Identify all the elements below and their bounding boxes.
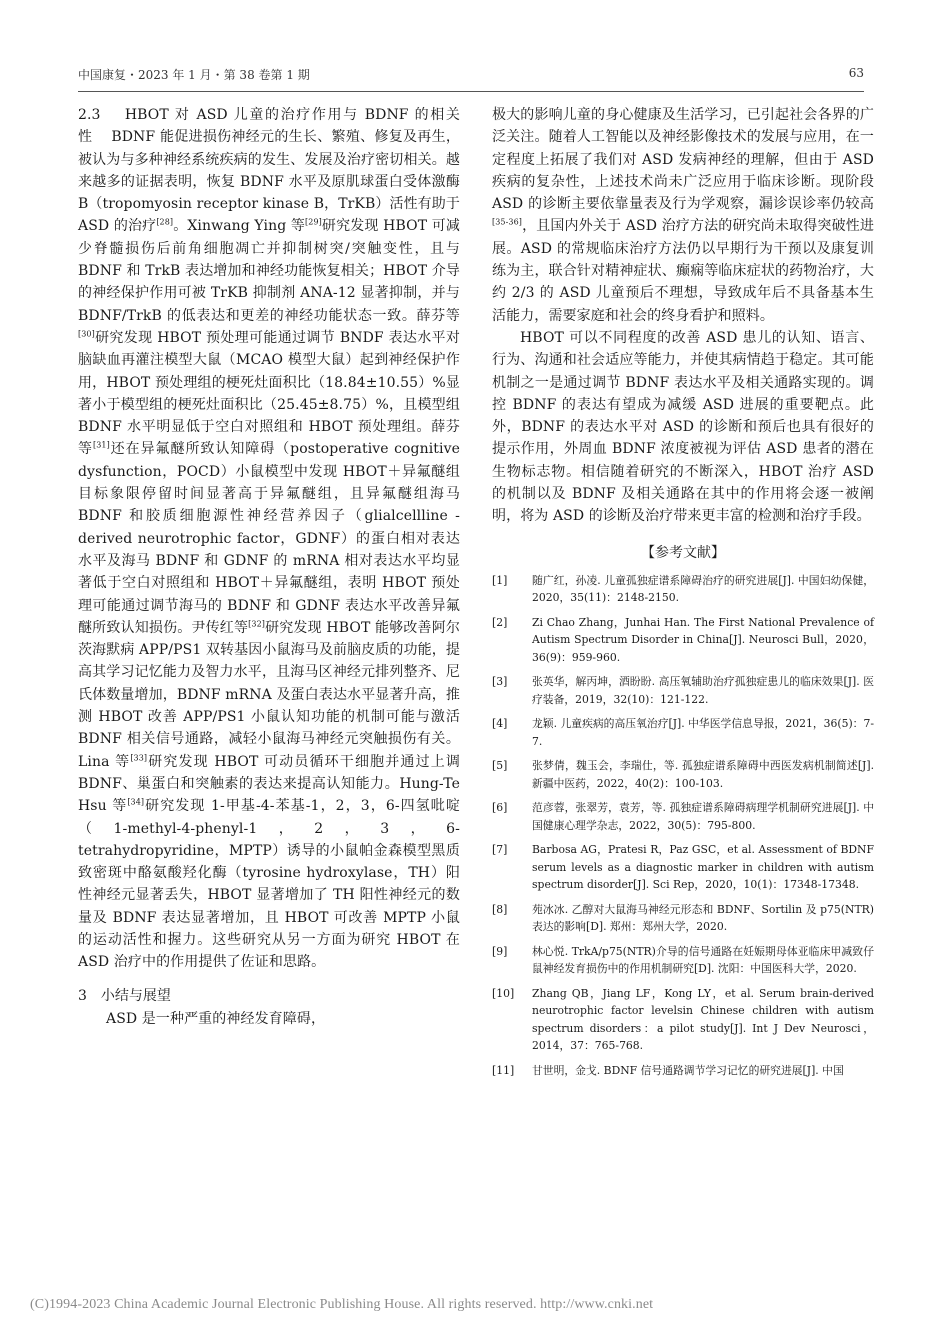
reference-item xyxy=(492,841,874,894)
body-text: 研究发现 1-甲基-4-苯基-1，2，3，6-四氢吡啶（1-methyl-4-phenyl-1，2，3，6-tetrahydropyridine，MPTP）诱导的小鼠帕金森模型黑质致密斑中酪氨酸羟化酶（tyrosine hydroxylase，TH）阳性神经元显著丢失，HBOT 显著增加了 TH 阳性神经元的数量及 BDNF 表达显著增加，且 HBOT 可改善 MPTP 小鼠的运动活性和握力。这些研究从另一方面为研究 HBOT 在 ASD 治疗中的作用提供了佐证和思路。 xyxy=(78,798,460,971)
running-header xyxy=(78,66,864,86)
body-text: 还在异氟醚所致认知障碍（postoperative cognitive dysfunction，POCD）小鼠模型中发现 HBOT＋异氟醚组目标象限停留时间显著高于异氟醚组，且异氟醚组海马 BDNF 和胶质细胞源性神经营养因子（glialcellline -derived neurotrophic factor，GDNF）的蛋白相对表达水平及海马 BDNF 和 GDNF 的 mRNA 相对表达水平均显著低于空白对照组和 HBOT＋异氟醚组，表明 HBOT 预处理可能通过调节海马的 BDNF 和 GDNF 表达水平改善异氟醚所致认知损伤。尹传红等 xyxy=(78,441,460,636)
section-3-number: 3 xyxy=(78,987,87,1004)
reference-item xyxy=(492,757,874,792)
reference-number: [10] xyxy=(492,986,515,1000)
citation[interactable]: [35-36] xyxy=(492,217,523,227)
reference-number: [8] xyxy=(492,902,508,916)
reference-number: [11] xyxy=(492,1063,515,1077)
reference-item xyxy=(492,614,874,667)
reference-item xyxy=(492,901,874,936)
reference-number: [5] xyxy=(492,759,508,773)
reference-item xyxy=(492,673,874,708)
reference-number: [6] xyxy=(492,801,508,815)
section-2-3-paragraph xyxy=(78,104,460,974)
body-text: ，且国内外关于 ASD 治疗方法的研究尚未取得突破性进展。ASD 的常规临床治疗方法仍以早期行为干预以及康复训练为主，联合针对精神症状、癫痫等临床症状的药物治疗，大约 2/3 的 ASD 儿童预后不理想，导致成年后不具备基本生活能力，需要家庭和社会的终身看护和照料。 xyxy=(492,218,874,324)
reference-text: Zhang QB，Jiang LF，Kong LY，et al. Serum brain-derived neurotrophic factor levelsin Chinese children with autism spectrum disorders：a pilot study[J]. Int J Dev Neurosci，2014，37：765-768. xyxy=(532,986,874,1053)
body-text: BDNF 能促进损伤神经元的生长、繁殖、修复及再生，被认为与多种神经系统疾病的发生、发展及治疗密切相关。越来越多的证据表明，恢复 BDNF 水平及原肌球蛋白受体激酶 B（tropomyosin receptor kinase B，TrKB）活性有助于 ASD 的治疗 xyxy=(78,129,461,235)
citation[interactable]: [28] xyxy=(156,217,174,227)
reference-text: 林心悦. TrkA/p75(NTR)介导的信号通路在妊娠期母体亚临床甲减致仔鼠神经发育损伤中的作用机制研究[D]. 沈阳：中国医科大学，2020. xyxy=(532,944,874,976)
reference-number: [2] xyxy=(492,615,508,629)
reference-number: [7] xyxy=(492,843,508,857)
copyright-footer: (C)1994-2023 China Academic Journal Electronic Publishing House. All rights reserved. http://www.cnki.net xyxy=(30,1297,654,1312)
reference-number: [9] xyxy=(492,944,508,958)
reference-item xyxy=(492,943,874,978)
body-text: 研究发现 HBOT 预处理可能通过调节 BNDF 表达水平对脑缺血再灌注模型大鼠（MCAO 模型大鼠）起到神经保护作用，HBOT 预处理组的梗死灶面积比（18.84±10.55）%显著小于模型组的梗死灶面积比（25.45±8.75）%，且模型组 BDNF 水平明显低于空白对照组和 HBOT 预处理组。薛芬等 xyxy=(78,329,460,458)
section-3-title: 小结与展望 xyxy=(100,987,171,1004)
reference-text: Barbosa AG，Pratesi R，Paz GSC，et al. Assessment of BDNF serum levels as a diagnostic marker in children with autism spectrum disorder[J]. Sci Rep，2020，10(1)：17348-17348. xyxy=(532,843,874,892)
section-3-paragraph-1 xyxy=(78,1008,460,1030)
section-3-paragraph-2 xyxy=(492,327,874,528)
reference-item xyxy=(492,715,874,750)
reference-text: 龙颖. 儿童疾病的高压氧治疗[J]. 中华医学信息导报，2021，36(5)：7-7. xyxy=(532,717,874,748)
citation[interactable]: [30] xyxy=(78,329,95,339)
reference-item xyxy=(492,985,874,1055)
reference-list xyxy=(492,572,874,1080)
header-rule xyxy=(78,91,864,92)
reference-item xyxy=(492,1062,874,1080)
section-3-paragraph-1-cont xyxy=(492,104,874,327)
citation[interactable]: [29] xyxy=(305,217,322,227)
reference-text: Zi Chao Zhang，Junhai Han. The First National Prevalence of Autism Spectrum Disorder in China[J]. Neurosci Bull，2020，36(9)：959-960. xyxy=(532,615,874,664)
left-column xyxy=(78,104,460,1030)
section-2-3-title: HBOT 对 ASD 儿童的治疗作用与 BDNF 的相 xyxy=(124,107,446,123)
reference-text: 范彦蓉，张翠芳，袁芳，等. 孤独症谱系障碍病理学机制研究进展[J]. 中国健康心理学杂志，2022，30(5)：795-800. xyxy=(532,801,874,832)
page-number: 63 xyxy=(848,66,864,80)
body-text: 。Xinwang Ying 等 xyxy=(173,218,306,235)
reference-text: 张英华，解丙坤，酒盼盼. 高压氧辅助治疗孤独症患儿的临床效果[J]. 医疗装备，2019，32(10)：121-122. xyxy=(532,675,874,706)
reference-item xyxy=(492,572,874,607)
reference-text: 甘世明，金戈. BDNF 信号通路调节学习记忆的研究进展[J]. 中国 xyxy=(532,1063,844,1077)
section-2-3-title-cont: 关性 xyxy=(78,107,460,146)
section-2-3-number: 2.3 xyxy=(78,107,101,123)
reference-text: 张梦倩，魏玉会，李瑞仕，等. 孤独症谱系障碍中西医发病机制简述[J]. 新疆中医药，2022，40(2)：100-103. xyxy=(532,759,874,790)
right-column xyxy=(492,104,874,1086)
body-text: HBOT 可以不同程度的改善 ASD 患儿的认知、语言、行为、沟通和社会适应等能力，并使其病情趋于稳定。其可能机制之一是通过调节 BDNF 表达水平及相关通路实现的。调控 BDNF 的表达有望成为减缓 ASD 进展的重要靶点。此外，BDNF 的表达水平对 ASD 的诊断和预后也具有很好的提示作用，外周血 BDNF 浓度被视为评估 ASD 患者的潜在生物标志物。相信随着研究的不断深入，HBOT 治疗 ASD 的机制以及 BDNF 及相关通路在其中的作用将会逐一被阐明，将为 ASD 的诊断及治疗带来更丰富的检测和治疗手段。 xyxy=(492,329,874,525)
reference-item xyxy=(492,799,874,834)
body-text: 研究发现 HBOT 可减少脊髓损伤后前角细胞凋亡并抑制树突/突触变性，且与 BDNF 和 TrkB 表达增加和神经功能恢复相关；HBOT 介导的神经保护作用可被 TrKB 抑制剂 ANA-12 显著抑制，并与 BDNF/TrkB 的低表达和更差的神经功能状态一致。薛芬等 xyxy=(78,218,460,324)
reference-text: 随广红，孙凌. 儿童孤独症谱系障碍治疗的研究进展[J]. 中国妇幼保健，2020，35(11)：2148-2150. xyxy=(532,573,874,605)
reference-number: [1] xyxy=(492,573,508,587)
references-heading: 【参考文献】 xyxy=(641,544,725,561)
body-text: 研究发现 HBOT 可动员循环干细胞并通过上调 BDNF、巢蛋白和突触素的表达来提高认知能力。Hung-Te Hsu 等 xyxy=(78,753,460,815)
body-text: ASD 是一种严重的神经发育障碍， xyxy=(106,1010,326,1027)
journal-info: 中国康复・2023 年 1 月・第 38 卷第 1 期 xyxy=(78,68,310,82)
body-text: 极大的影响儿童的身心健康及生活学习，已引起社会各界的广泛关注。随着人工智能以及神经影像技术的发展与应用，在一定程度上拓展了我们对 ASD 发病神经的理解，但由于 ASD 疾病的复杂性，上述技术尚未广泛应用于临床诊断。现阶段 ASD 的诊断主要依靠量表及行为学观察，漏诊误诊率仍较高 xyxy=(492,107,874,213)
reference-number: [3] xyxy=(492,675,508,689)
body-text: 研究发现 HBOT 能够改善阿尔茨海默病 APP/PS1 双转基因小鼠海马及前脑皮质的功能，提高其学习记忆能力及智力水平，且海马区神经元排列整齐、尼氏体数量增加，BDNF mRNA 及蛋白表达水平显著升高，推测 HBOT 改善 APP/PS1 小鼠认知功能的机制可能与激活 BDNF 相关信号通路，减轻小鼠海马神经元突触损伤有关。Lina 等 xyxy=(78,619,461,770)
citation[interactable]: [33] xyxy=(130,752,148,762)
section-3-heading xyxy=(78,984,460,1008)
citation[interactable]: [34] xyxy=(127,797,145,807)
reference-number: [4] xyxy=(492,717,508,731)
citation[interactable]: [31] xyxy=(92,440,110,450)
citation[interactable]: [32] xyxy=(248,619,265,629)
reference-text: 苑冰冰. 乙醇对大鼠海马神经元形态和 BDNF、Sortilin 及 p75(NTR)表达的影响[D]. 郑州：郑州大学，2020. xyxy=(532,902,874,934)
